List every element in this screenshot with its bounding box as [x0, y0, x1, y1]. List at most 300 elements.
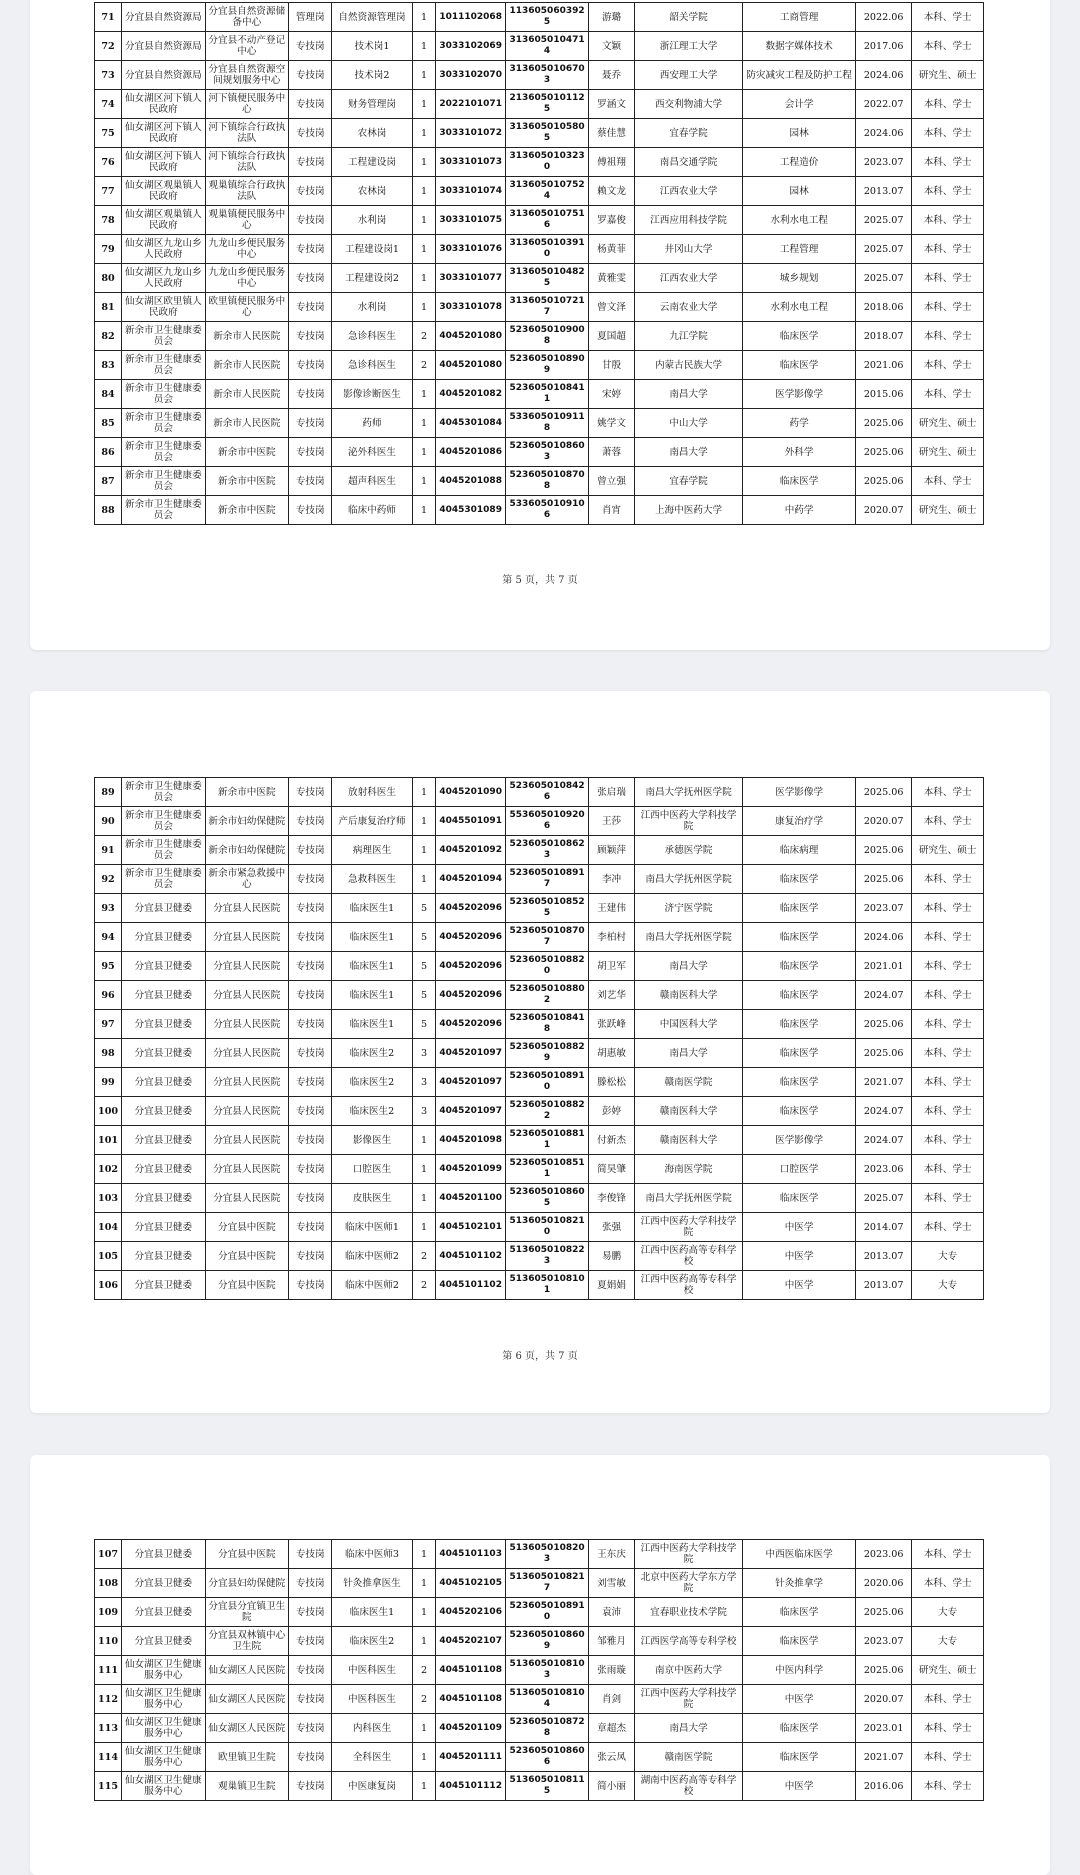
graduation-date-cell: 2016.06: [855, 1772, 911, 1801]
school-cell: 南昌大学抚州医学院: [634, 778, 742, 807]
post-name-cell: 临床中医师2: [332, 1242, 412, 1271]
post-name-cell: 临床医生1: [332, 923, 412, 952]
candidate-name-cell: 萧蓉: [589, 438, 635, 467]
graduation-date-cell: 2013.07: [855, 1271, 911, 1300]
school-cell: 江西中医药高等专科学校: [634, 1271, 742, 1300]
graduation-date-cell: 2020.07: [855, 1685, 911, 1714]
post-code-cell: 4045202096: [436, 923, 505, 952]
post-name-cell: 临床中医师3: [332, 1540, 412, 1569]
post-type-cell: 专技岗: [289, 1242, 332, 1271]
exam-number-cell: 5136050108104: [505, 1685, 588, 1714]
candidate-name-cell: 肖宵: [589, 496, 635, 525]
education-degree-cell: 本科、学士: [912, 380, 984, 409]
post-type-cell: 专技岗: [289, 409, 332, 438]
employer-unit-cell: 观巢镇便民服务中心: [205, 206, 288, 235]
department-cell: 仙女湖区河下镇人民政府: [122, 119, 205, 148]
row-number-cell: 98: [95, 1039, 122, 1068]
row-number-cell: 74: [95, 90, 122, 119]
school-cell: 浙江理工大学: [634, 32, 742, 61]
graduation-date-cell: 2023.06: [855, 1540, 911, 1569]
graduation-date-cell: 2024.06: [855, 119, 911, 148]
hiring-count-cell: 1: [412, 264, 436, 293]
post-name-cell: 临床医生1: [332, 1010, 412, 1039]
school-cell: 宜春学院: [634, 119, 742, 148]
department-cell: 仙女湖区观巢镇人民政府: [122, 177, 205, 206]
post-type-cell: 专技岗: [289, 1656, 332, 1685]
post-type-cell: 专技岗: [289, 1685, 332, 1714]
department-cell: 分宜县自然资源局: [122, 61, 205, 90]
hiring-count-cell: 1: [412, 807, 436, 836]
row-number-cell: 112: [95, 1685, 122, 1714]
graduation-date-cell: 2023.07: [855, 1627, 911, 1656]
major-cell: 中医学: [743, 1685, 856, 1714]
employer-unit-cell: 分宜县人民医院: [205, 1155, 288, 1184]
department-cell: 分宜县卫健委: [122, 1039, 205, 1068]
department-cell: 仙女湖区河下镇人民政府: [122, 148, 205, 177]
employer-unit-cell: 九龙山乡便民服务中心: [205, 235, 288, 264]
table-row: [95, 1126, 984, 1155]
major-cell: 康复治疗学: [743, 807, 856, 836]
candidate-name-cell: 胡卫军: [589, 952, 635, 981]
candidate-name-cell: 简昊肇: [589, 1155, 635, 1184]
department-cell: 分宜县自然资源局: [122, 32, 205, 61]
school-cell: 江西应用科技学院: [634, 206, 742, 235]
post-name-cell: 财务管理岗: [332, 90, 412, 119]
graduation-date-cell: 2025.07: [855, 206, 911, 235]
row-number-cell: 103: [95, 1184, 122, 1213]
education-degree-cell: 大专: [912, 1242, 984, 1271]
post-name-cell: 技术岗1: [332, 32, 412, 61]
graduation-date-cell: 2025.06: [855, 467, 911, 496]
post-name-cell: 水利岗: [332, 206, 412, 235]
exam-number-cell: 3136050107524: [505, 177, 588, 206]
education-degree-cell: 本科、学士: [912, 148, 984, 177]
exam-number-cell: 5236050108820: [505, 952, 588, 981]
post-type-cell: 专技岗: [289, 952, 332, 981]
candidate-name-cell: 章超杰: [589, 1714, 635, 1743]
employer-unit-cell: 分宜县自然资源储备中心: [205, 3, 288, 32]
major-cell: 临床医学: [743, 351, 856, 380]
employer-unit-cell: 新余市中医院: [205, 467, 288, 496]
hiring-count-cell: 1: [412, 148, 436, 177]
major-cell: 中医学: [743, 1242, 856, 1271]
post-type-cell: 专技岗: [289, 836, 332, 865]
post-type-cell: 专技岗: [289, 807, 332, 836]
major-cell: 医学影像学: [743, 380, 856, 409]
table-row: [95, 1656, 984, 1685]
major-cell: 医学影像学: [743, 1126, 856, 1155]
department-cell: 分宜县卫健委: [122, 1155, 205, 1184]
major-cell: 临床病理: [743, 836, 856, 865]
post-code-cell: 4045202106: [436, 1598, 505, 1627]
department-cell: 分宜县卫健委: [122, 1569, 205, 1598]
graduation-date-cell: 2022.07: [855, 90, 911, 119]
major-cell: 临床医学: [743, 1598, 856, 1627]
education-degree-cell: 本科、学士: [912, 1126, 984, 1155]
post-code-cell: 3033102069: [436, 32, 505, 61]
department-cell: 分宜县卫健委: [122, 1097, 205, 1126]
hiring-count-cell: 1: [412, 1126, 436, 1155]
graduation-date-cell: 2023.07: [855, 148, 911, 177]
table-row: [95, 235, 984, 264]
hiring-count-cell: 1: [412, 1743, 436, 1772]
table-row: [95, 61, 984, 90]
exam-number-cell: 5236050108418: [505, 1010, 588, 1039]
post-name-cell: 农林岗: [332, 177, 412, 206]
table-row: [95, 1068, 984, 1097]
post-type-cell: 专技岗: [289, 90, 332, 119]
table-row: [95, 3, 984, 32]
post-code-cell: 4045201082: [436, 380, 505, 409]
candidate-name-cell: 邹雅月: [589, 1627, 635, 1656]
exam-number-cell: 3136050104714: [505, 32, 588, 61]
graduation-date-cell: 2025.06: [855, 438, 911, 467]
department-cell: 分宜县卫健委: [122, 1627, 205, 1656]
post-code-cell: 4045201111: [436, 1743, 505, 1772]
table-row: [95, 1714, 984, 1743]
post-type-cell: 专技岗: [289, 1569, 332, 1598]
major-cell: 临床医学: [743, 952, 856, 981]
post-name-cell: 药师: [332, 409, 412, 438]
employer-unit-cell: 新余市中医院: [205, 496, 288, 525]
education-degree-cell: 研究生、硕士: [912, 836, 984, 865]
employer-unit-cell: 分宜县中医院: [205, 1540, 288, 1569]
post-type-cell: 专技岗: [289, 1155, 332, 1184]
post-code-cell: 4045201097: [436, 1097, 505, 1126]
post-code-cell: 4045201097: [436, 1068, 505, 1097]
department-cell: 新余市卫生健康委员会: [122, 836, 205, 865]
graduation-date-cell: 2025.06: [855, 1656, 911, 1685]
hiring-count-cell: 1: [412, 778, 436, 807]
post-name-cell: 急诊科医生: [332, 351, 412, 380]
post-type-cell: 专技岗: [289, 438, 332, 467]
post-type-cell: 专技岗: [289, 1068, 332, 1097]
row-number-cell: 109: [95, 1598, 122, 1627]
table-row: [95, 148, 984, 177]
post-name-cell: 临床中医师2: [332, 1271, 412, 1300]
employer-unit-cell: 新余市人民医院: [205, 351, 288, 380]
post-name-cell: 影像诊断医生: [332, 380, 412, 409]
exam-number-cell: 1136050603925: [505, 3, 588, 32]
education-degree-cell: 本科、学士: [912, 778, 984, 807]
graduation-date-cell: 2015.06: [855, 380, 911, 409]
post-name-cell: 中医康复岗: [332, 1772, 412, 1801]
education-degree-cell: 大专: [912, 1627, 984, 1656]
major-cell: 中医学: [743, 1772, 856, 1801]
employer-unit-cell: 新余市中医院: [205, 438, 288, 467]
exam-number-cell: 3136050107217: [505, 293, 588, 322]
post-code-cell: 1011102068: [436, 3, 505, 32]
row-number-cell: 73: [95, 61, 122, 90]
row-number-cell: 83: [95, 351, 122, 380]
major-cell: 工商管理: [743, 3, 856, 32]
candidate-name-cell: 简小丽: [589, 1772, 635, 1801]
post-name-cell: 临床医生2: [332, 1068, 412, 1097]
major-cell: 针灸推拿学: [743, 1569, 856, 1598]
candidate-name-cell: 胡惠敏: [589, 1039, 635, 1068]
employer-unit-cell: 新余市中医院: [205, 778, 288, 807]
post-code-cell: 4045202096: [436, 894, 505, 923]
graduation-date-cell: 2023.06: [855, 1155, 911, 1184]
employer-unit-cell: 分宜县人民医院: [205, 923, 288, 952]
document-page-7: [30, 1455, 1050, 1875]
table-row: [95, 1685, 984, 1714]
education-degree-cell: 研究生、硕士: [912, 61, 984, 90]
post-name-cell: 针灸推拿医生: [332, 1569, 412, 1598]
department-cell: 分宜县卫健委: [122, 1184, 205, 1213]
post-name-cell: 内科医生: [332, 1714, 412, 1743]
school-cell: 西安理工大学: [634, 61, 742, 90]
school-cell: 江西医学高等专科学校: [634, 1627, 742, 1656]
post-code-cell: 4045201090: [436, 778, 505, 807]
post-type-cell: 专技岗: [289, 148, 332, 177]
education-degree-cell: 本科、学士: [912, 322, 984, 351]
exam-number-cell: 5236050108411: [505, 380, 588, 409]
post-code-cell: 3033101075: [436, 206, 505, 235]
education-degree-cell: 本科、学士: [912, 32, 984, 61]
post-type-cell: 专技岗: [289, 1540, 332, 1569]
major-cell: 中药学: [743, 496, 856, 525]
hiring-count-cell: 2: [412, 1685, 436, 1714]
employer-unit-cell: 欧里镇便民服务中心: [205, 293, 288, 322]
education-degree-cell: 本科、学士: [912, 1569, 984, 1598]
department-cell: 仙女湖区河下镇人民政府: [122, 90, 205, 119]
employer-unit-cell: 河下镇便民服务中心: [205, 90, 288, 119]
table-row: [95, 1039, 984, 1068]
candidate-name-cell: 张云凤: [589, 1743, 635, 1772]
major-cell: 临床医学: [743, 1627, 856, 1656]
page-footer: 第 6 页，共 7 页: [502, 1351, 578, 1362]
row-number-cell: 92: [95, 865, 122, 894]
exam-number-cell: 5236050108708: [505, 467, 588, 496]
major-cell: 临床医学: [743, 322, 856, 351]
candidate-name-cell: 曾文泽: [589, 293, 635, 322]
graduation-date-cell: 2021.06: [855, 351, 911, 380]
candidate-name-cell: 张启瑞: [589, 778, 635, 807]
graduation-date-cell: 2025.06: [855, 1010, 911, 1039]
post-code-cell: 3033101076: [436, 235, 505, 264]
post-type-cell: 专技岗: [289, 1714, 332, 1743]
hiring-count-cell: 1: [412, 380, 436, 409]
post-code-cell: 4045201088: [436, 467, 505, 496]
row-number-cell: 89: [95, 778, 122, 807]
hiring-count-cell: 1: [412, 1598, 436, 1627]
candidate-name-cell: 傅祖翔: [589, 148, 635, 177]
post-code-cell: 4045201098: [436, 1126, 505, 1155]
post-type-cell: 专技岗: [289, 1743, 332, 1772]
table-row: [95, 1540, 984, 1569]
exam-number-cell: 5136050108223: [505, 1242, 588, 1271]
post-code-cell: 4045101103: [436, 1540, 505, 1569]
row-number-cell: 110: [95, 1627, 122, 1656]
major-cell: 工程管理: [743, 235, 856, 264]
education-degree-cell: 研究生、硕士: [912, 438, 984, 467]
exam-number-cell: 5336050109118: [505, 409, 588, 438]
post-code-cell: 3033101077: [436, 264, 505, 293]
hiring-count-cell: 1: [412, 1155, 436, 1184]
candidate-name-cell: 滕松松: [589, 1068, 635, 1097]
post-code-cell: 4045201099: [436, 1155, 505, 1184]
hiring-count-cell: 2: [412, 1242, 436, 1271]
graduation-date-cell: 2025.06: [855, 1598, 911, 1627]
post-code-cell: 4045102105: [436, 1569, 505, 1598]
education-degree-cell: 本科、学士: [912, 1155, 984, 1184]
post-type-cell: 专技岗: [289, 351, 332, 380]
school-cell: 赣南医科大学: [634, 1126, 742, 1155]
department-cell: 分宜县卫健委: [122, 981, 205, 1010]
post-type-cell: 专技岗: [289, 1213, 332, 1242]
post-code-cell: 3033101073: [436, 148, 505, 177]
exam-number-cell: 3136050107516: [505, 206, 588, 235]
major-cell: 药学: [743, 409, 856, 438]
table-row: [95, 1569, 984, 1598]
post-code-cell: 3033101072: [436, 119, 505, 148]
hiring-count-cell: 3: [412, 1039, 436, 1068]
post-type-cell: 专技岗: [289, 177, 332, 206]
hiring-count-cell: 1: [412, 206, 436, 235]
education-degree-cell: 本科、学士: [912, 264, 984, 293]
hiring-count-cell: 1: [412, 235, 436, 264]
table-row: [95, 778, 984, 807]
hiring-count-cell: 1: [412, 1184, 436, 1213]
education-degree-cell: 本科、学士: [912, 467, 984, 496]
candidate-name-cell: 肖剑: [589, 1685, 635, 1714]
graduation-date-cell: 2013.07: [855, 177, 911, 206]
school-cell: 江西中医药大学科技学院: [634, 1540, 742, 1569]
exam-number-cell: 5136050108210: [505, 1213, 588, 1242]
post-name-cell: 口腔医生: [332, 1155, 412, 1184]
table-row: [95, 1271, 984, 1300]
major-cell: 防灾减灾工程及防护工程: [743, 61, 856, 90]
hiring-count-cell: 1: [412, 177, 436, 206]
exam-number-cell: 5236050108707: [505, 923, 588, 952]
post-name-cell: 皮肤医生: [332, 1184, 412, 1213]
post-code-cell: 3033101074: [436, 177, 505, 206]
candidate-name-cell: 游璐: [589, 3, 635, 32]
exam-number-cell: 5136050108115: [505, 1772, 588, 1801]
post-type-cell: 专技岗: [289, 981, 332, 1010]
hiring-count-cell: 5: [412, 952, 436, 981]
school-cell: 南昌大学抚州医学院: [634, 1184, 742, 1213]
row-number-cell: 100: [95, 1097, 122, 1126]
table-row: [95, 496, 984, 525]
post-code-cell: 4045202096: [436, 981, 505, 1010]
graduation-date-cell: 2020.06: [855, 1569, 911, 1598]
school-cell: 南昌大学抚州医学院: [634, 923, 742, 952]
post-code-cell: 4045101112: [436, 1772, 505, 1801]
table-row: [95, 807, 984, 836]
employer-unit-cell: 分宜县自然资源空间规划服务中心: [205, 61, 288, 90]
hiring-count-cell: 1: [412, 1714, 436, 1743]
school-cell: 云南农业大学: [634, 293, 742, 322]
department-cell: 新余市卫生健康委员会: [122, 409, 205, 438]
hiring-count-cell: 5: [412, 923, 436, 952]
education-degree-cell: 本科、学士: [912, 807, 984, 836]
post-type-cell: 专技岗: [289, 264, 332, 293]
employer-unit-cell: 观巢镇卫生院: [205, 1772, 288, 1801]
post-type-cell: 专技岗: [289, 1010, 332, 1039]
post-type-cell: 专技岗: [289, 380, 332, 409]
post-name-cell: 放射科医生: [332, 778, 412, 807]
table-row: [95, 981, 984, 1010]
major-cell: 水利水电工程: [743, 293, 856, 322]
employer-unit-cell: 九龙山乡便民服务中心: [205, 264, 288, 293]
hiring-count-cell: 5: [412, 894, 436, 923]
table-row: [95, 119, 984, 148]
row-number-cell: 111: [95, 1656, 122, 1685]
table-row: [95, 952, 984, 981]
employer-unit-cell: 分宜县人民医院: [205, 1126, 288, 1155]
post-name-cell: 临床中药师: [332, 496, 412, 525]
post-code-cell: 4045201097: [436, 1039, 505, 1068]
education-degree-cell: 本科、学士: [912, 1714, 984, 1743]
employer-unit-cell: 分宜县人民医院: [205, 1184, 288, 1213]
post-type-cell: 专技岗: [289, 894, 332, 923]
major-cell: 水利水电工程: [743, 206, 856, 235]
post-code-cell: 4045202107: [436, 1627, 505, 1656]
school-cell: 九江学院: [634, 322, 742, 351]
post-name-cell: 技术岗2: [332, 61, 412, 90]
row-number-cell: 85: [95, 409, 122, 438]
department-cell: 新余市卫生健康委员会: [122, 380, 205, 409]
school-cell: 上海中医药大学: [634, 496, 742, 525]
table-row: [95, 177, 984, 206]
major-cell: 中医学: [743, 1213, 856, 1242]
row-number-cell: 72: [95, 32, 122, 61]
major-cell: 医学影像学: [743, 778, 856, 807]
department-cell: 分宜县卫健委: [122, 1010, 205, 1039]
row-number-cell: 104: [95, 1213, 122, 1242]
employer-unit-cell: 河下镇综合行政执法队: [205, 148, 288, 177]
post-type-cell: 专技岗: [289, 1097, 332, 1126]
row-number-cell: 115: [95, 1772, 122, 1801]
candidate-name-cell: 张雨璇: [589, 1656, 635, 1685]
department-cell: 仙女湖区九龙山乡人民政府: [122, 235, 205, 264]
school-cell: 江西农业大学: [634, 264, 742, 293]
graduation-date-cell: 2018.06: [855, 293, 911, 322]
hiring-count-cell: 1: [412, 836, 436, 865]
employer-unit-cell: 分宜县双林镇中心卫生院: [205, 1627, 288, 1656]
row-number-cell: 105: [95, 1242, 122, 1271]
exam-number-cell: 5236050109008: [505, 322, 588, 351]
table-row: [95, 1097, 984, 1126]
post-name-cell: 全科医生: [332, 1743, 412, 1772]
employer-unit-cell: 分宜县妇幼保健院: [205, 1569, 288, 1598]
candidate-name-cell: 刘雪敏: [589, 1569, 635, 1598]
exam-number-cell: 5236050108909: [505, 351, 588, 380]
roster-table: [94, 777, 984, 1300]
row-number-cell: 79: [95, 235, 122, 264]
department-cell: 分宜县自然资源局: [122, 3, 205, 32]
graduation-date-cell: 2025.06: [855, 836, 911, 865]
table-row: [95, 1772, 984, 1801]
post-name-cell: 急诊科医生: [332, 322, 412, 351]
row-number-cell: 106: [95, 1271, 122, 1300]
post-name-cell: 水利岗: [332, 293, 412, 322]
row-number-cell: 84: [95, 380, 122, 409]
school-cell: 赣南医科大学: [634, 981, 742, 1010]
candidate-name-cell: 彭婷: [589, 1097, 635, 1126]
education-degree-cell: 本科、学士: [912, 952, 984, 981]
education-degree-cell: 大专: [912, 1598, 984, 1627]
school-cell: 南昌大学: [634, 952, 742, 981]
department-cell: 新余市卫生健康委员会: [122, 496, 205, 525]
department-cell: 新余市卫生健康委员会: [122, 351, 205, 380]
graduation-date-cell: 2024.07: [855, 981, 911, 1010]
employer-unit-cell: 欧里镇卫生院: [205, 1743, 288, 1772]
post-type-cell: 专技岗: [289, 322, 332, 351]
row-number-cell: 94: [95, 923, 122, 952]
